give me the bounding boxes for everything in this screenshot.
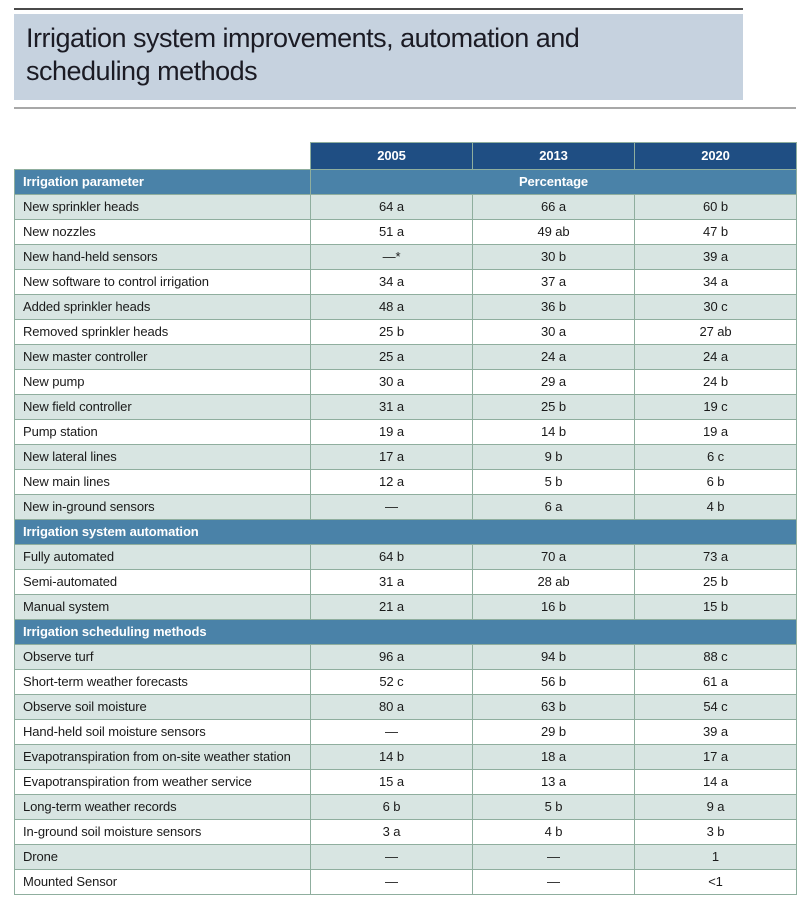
table-row bbox=[15, 544, 797, 569]
param-cell: New sprinkler heads bbox=[15, 194, 311, 219]
value-cell: 28 ab bbox=[473, 569, 635, 594]
value-cell: 39 a bbox=[635, 719, 797, 744]
value-cell: 49 ab bbox=[473, 219, 635, 244]
param-cell: New hand-held sensors bbox=[15, 244, 311, 269]
table-row bbox=[15, 294, 797, 319]
percentage-header: Percentage bbox=[311, 169, 797, 194]
param-cell: Mounted Sensor bbox=[15, 869, 311, 894]
param-cell: New master controller bbox=[15, 344, 311, 369]
value-cell: 14 b bbox=[473, 419, 635, 444]
value-cell: 54 c bbox=[635, 694, 797, 719]
value-cell: 5 b bbox=[473, 794, 635, 819]
table-row bbox=[15, 869, 797, 894]
param-cell: Added sprinkler heads bbox=[15, 294, 311, 319]
value-cell: —* bbox=[311, 244, 473, 269]
value-cell: 9 a bbox=[635, 794, 797, 819]
value-cell: — bbox=[311, 494, 473, 519]
section-header-cell: Irrigation system automation bbox=[15, 519, 797, 544]
table-row bbox=[15, 419, 797, 444]
param-cell: Hand-held soil moisture sensors bbox=[15, 719, 311, 744]
corner-spacer-cell bbox=[15, 142, 311, 169]
value-cell: 30 a bbox=[311, 369, 473, 394]
value-cell: 24 a bbox=[473, 344, 635, 369]
value-cell: — bbox=[473, 869, 635, 894]
title-section bbox=[14, 8, 743, 100]
value-cell: 64 a bbox=[311, 194, 473, 219]
value-cell: 15 a bbox=[311, 769, 473, 794]
value-cell: 6 b bbox=[311, 794, 473, 819]
table-row bbox=[15, 369, 797, 394]
value-cell: 24 a bbox=[635, 344, 797, 369]
value-cell: 30 c bbox=[635, 294, 797, 319]
table-row bbox=[15, 644, 797, 669]
table-row bbox=[15, 744, 797, 769]
value-cell: 48 a bbox=[311, 294, 473, 319]
value-cell: 13 a bbox=[473, 769, 635, 794]
value-cell: 21 a bbox=[311, 594, 473, 619]
param-cell: Evapotranspiration from on-site weather station bbox=[15, 744, 311, 769]
table-row bbox=[15, 319, 797, 344]
param-header-row bbox=[15, 169, 797, 194]
value-cell: 39 a bbox=[635, 244, 797, 269]
value-cell: 37 a bbox=[473, 269, 635, 294]
value-cell: 19 a bbox=[635, 419, 797, 444]
table-row bbox=[15, 394, 797, 419]
value-cell: 14 b bbox=[311, 744, 473, 769]
value-cell: 6 c bbox=[635, 444, 797, 469]
value-cell: 34 a bbox=[635, 269, 797, 294]
value-cell: 19 c bbox=[635, 394, 797, 419]
value-cell: 17 a bbox=[635, 744, 797, 769]
table-row bbox=[15, 669, 797, 694]
value-cell: 34 a bbox=[311, 269, 473, 294]
value-cell: 27 ab bbox=[635, 319, 797, 344]
column-header-2005: 2005 bbox=[311, 142, 473, 169]
value-cell: 88 c bbox=[635, 644, 797, 669]
year-header-row bbox=[15, 142, 797, 169]
value-cell: 4 b bbox=[473, 819, 635, 844]
table-row bbox=[15, 819, 797, 844]
table-row bbox=[15, 594, 797, 619]
table-row bbox=[15, 269, 797, 294]
param-cell: New main lines bbox=[15, 469, 311, 494]
table-row bbox=[15, 469, 797, 494]
param-cell: Evapotranspiration from weather service bbox=[15, 769, 311, 794]
table-row bbox=[15, 719, 797, 744]
param-cell: Observe soil moisture bbox=[15, 694, 311, 719]
value-cell: 80 a bbox=[311, 694, 473, 719]
table-row bbox=[15, 344, 797, 369]
value-cell: 3 a bbox=[311, 819, 473, 844]
value-cell: <1 bbox=[635, 869, 797, 894]
param-cell: Drone bbox=[15, 844, 311, 869]
value-cell: 14 a bbox=[635, 769, 797, 794]
value-cell: 96 a bbox=[311, 644, 473, 669]
table-row bbox=[15, 569, 797, 594]
value-cell: 64 b bbox=[311, 544, 473, 569]
value-cell: 31 a bbox=[311, 569, 473, 594]
param-cell: New field controller bbox=[15, 394, 311, 419]
title-block bbox=[14, 14, 743, 100]
irrigation-data-table bbox=[14, 142, 797, 895]
table-row bbox=[15, 194, 797, 219]
value-cell: 25 b bbox=[473, 394, 635, 419]
param-cell: Fully automated bbox=[15, 544, 311, 569]
table-row bbox=[15, 694, 797, 719]
value-cell: 61 a bbox=[635, 669, 797, 694]
value-cell: 29 a bbox=[473, 369, 635, 394]
param-cell: Short-term weather forecasts bbox=[15, 669, 311, 694]
param-cell: Manual system bbox=[15, 594, 311, 619]
table-row bbox=[15, 769, 797, 794]
value-cell: 18 a bbox=[473, 744, 635, 769]
value-cell: 6 b bbox=[635, 469, 797, 494]
value-cell: 25 b bbox=[635, 569, 797, 594]
value-cell: 56 b bbox=[473, 669, 635, 694]
value-cell: 51 a bbox=[311, 219, 473, 244]
value-cell: 30 b bbox=[473, 244, 635, 269]
table-row bbox=[15, 244, 797, 269]
value-cell: 66 a bbox=[473, 194, 635, 219]
table-row bbox=[15, 219, 797, 244]
param-cell: Semi-automated bbox=[15, 569, 311, 594]
column-header-2013: 2013 bbox=[473, 142, 635, 169]
irrigation-parameter-header: Irrigation parameter bbox=[15, 169, 311, 194]
value-cell: 24 b bbox=[635, 369, 797, 394]
value-cell: 52 c bbox=[311, 669, 473, 694]
value-cell: — bbox=[473, 844, 635, 869]
section-header-row bbox=[15, 619, 797, 644]
table-row bbox=[15, 794, 797, 819]
param-cell: New pump bbox=[15, 369, 311, 394]
value-cell: 73 a bbox=[635, 544, 797, 569]
column-header-2020: 2020 bbox=[635, 142, 797, 169]
value-cell: 25 a bbox=[311, 344, 473, 369]
param-cell: Long-term weather records bbox=[15, 794, 311, 819]
value-cell: 4 b bbox=[635, 494, 797, 519]
value-cell: — bbox=[311, 719, 473, 744]
param-cell: New nozzles bbox=[15, 219, 311, 244]
value-cell: 1 bbox=[635, 844, 797, 869]
value-cell: 47 b bbox=[635, 219, 797, 244]
param-cell: New in-ground sensors bbox=[15, 494, 311, 519]
param-cell: Observe turf bbox=[15, 644, 311, 669]
value-cell: 17 a bbox=[311, 444, 473, 469]
value-cell: — bbox=[311, 844, 473, 869]
section-header-cell: Irrigation scheduling methods bbox=[15, 619, 797, 644]
param-cell: In-ground soil moisture sensors bbox=[15, 819, 311, 844]
title-bottom-divider bbox=[14, 107, 796, 109]
page-title: Irrigation system improvements, automation and scheduling methods bbox=[26, 23, 580, 86]
value-cell: 3 b bbox=[635, 819, 797, 844]
param-cell: New lateral lines bbox=[15, 444, 311, 469]
value-cell: 36 b bbox=[473, 294, 635, 319]
value-cell: 19 a bbox=[311, 419, 473, 444]
param-cell: New software to control irrigation bbox=[15, 269, 311, 294]
value-cell: 9 b bbox=[473, 444, 635, 469]
value-cell: — bbox=[311, 869, 473, 894]
value-cell: 94 b bbox=[473, 644, 635, 669]
value-cell: 31 a bbox=[311, 394, 473, 419]
value-cell: 63 b bbox=[473, 694, 635, 719]
value-cell: 25 b bbox=[311, 319, 473, 344]
table-row bbox=[15, 444, 797, 469]
value-cell: 5 b bbox=[473, 469, 635, 494]
table-body bbox=[15, 194, 797, 894]
value-cell: 60 b bbox=[635, 194, 797, 219]
value-cell: 30 a bbox=[473, 319, 635, 344]
value-cell: 12 a bbox=[311, 469, 473, 494]
top-rule-divider bbox=[14, 8, 743, 10]
table-row bbox=[15, 844, 797, 869]
section-header-row bbox=[15, 519, 797, 544]
value-cell: 29 b bbox=[473, 719, 635, 744]
value-cell: 70 a bbox=[473, 544, 635, 569]
value-cell: 16 b bbox=[473, 594, 635, 619]
value-cell: 15 b bbox=[635, 594, 797, 619]
param-cell: Pump station bbox=[15, 419, 311, 444]
table-row bbox=[15, 494, 797, 519]
value-cell: 6 a bbox=[473, 494, 635, 519]
param-cell: Removed sprinkler heads bbox=[15, 319, 311, 344]
